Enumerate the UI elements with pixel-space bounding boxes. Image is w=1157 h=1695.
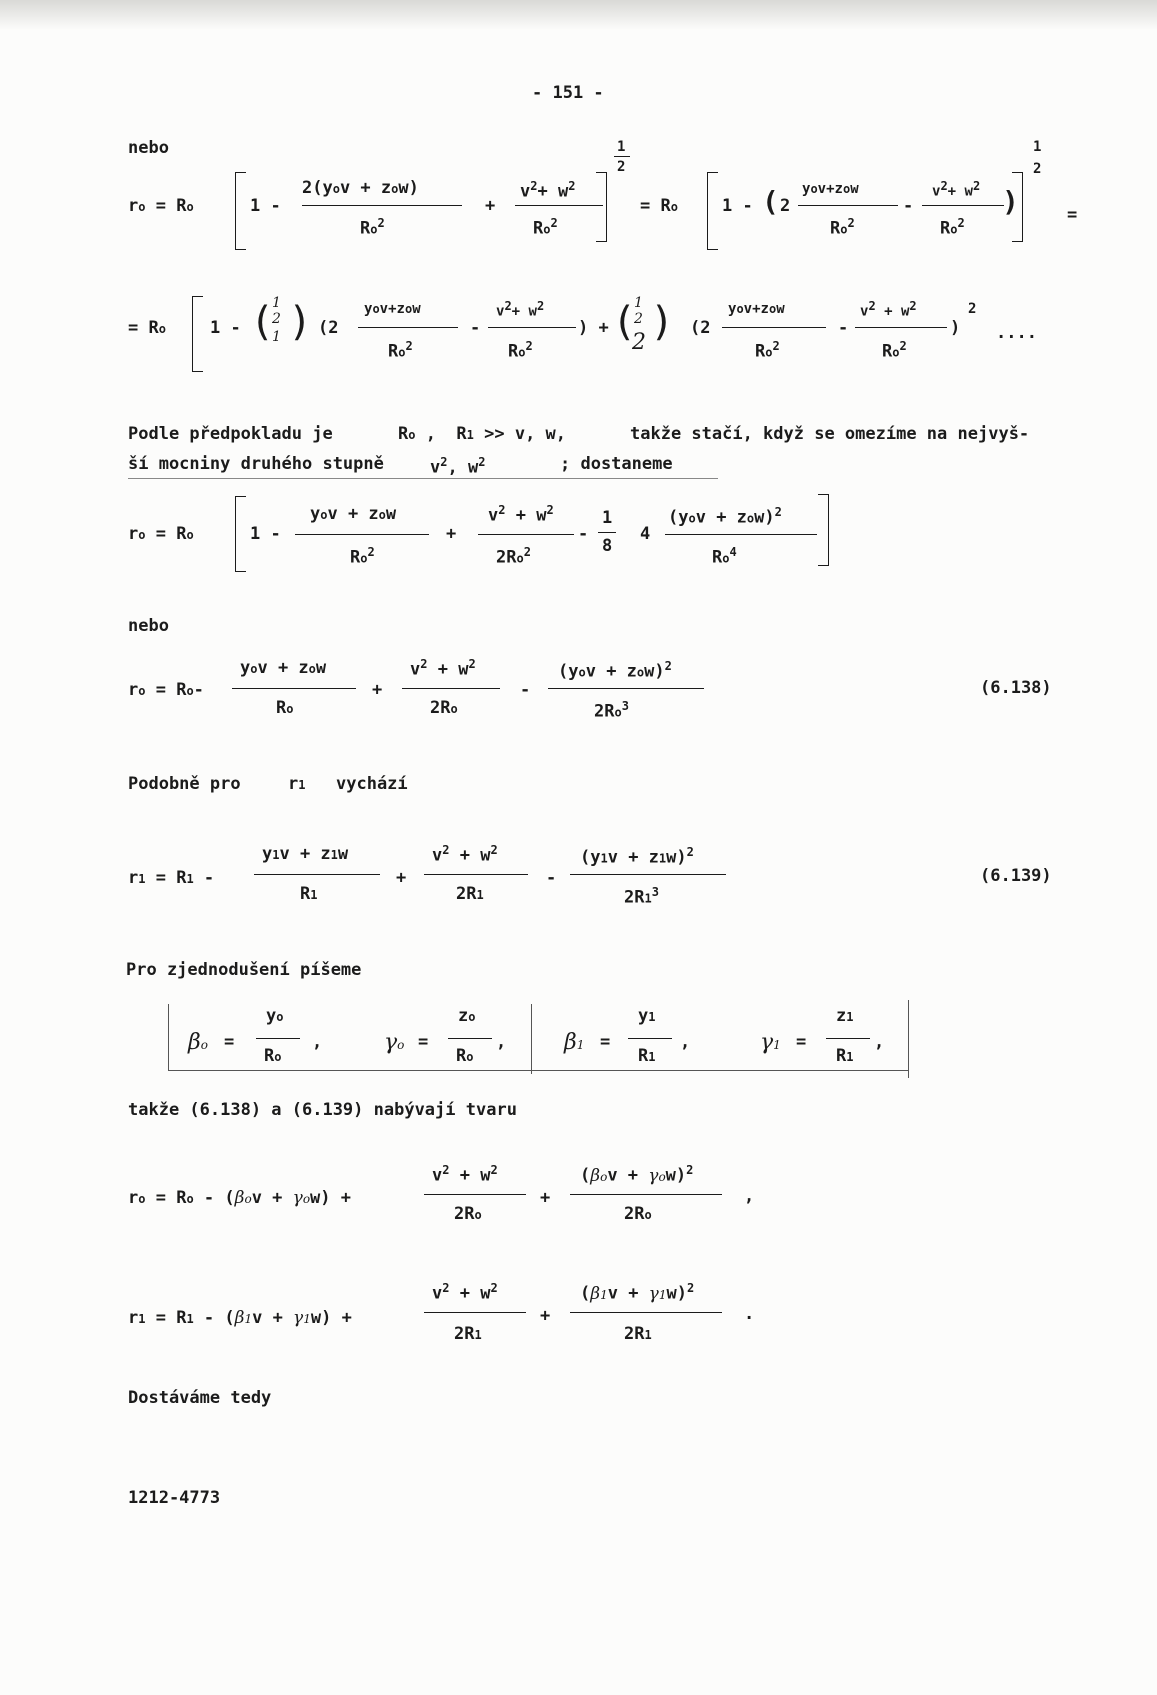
- scan-shadow: [0, 0, 1157, 30]
- takze-text: takže (6.138) a (6.139) nabývají tvaru: [128, 1100, 517, 1120]
- pro-zjednoduseni-text: Pro zjednodušení píšeme: [126, 960, 362, 980]
- dostavame-text: Dostáváme tedy: [128, 1388, 272, 1408]
- word-nebo-1: nebo: [128, 138, 169, 158]
- word-nebo-2: nebo: [128, 616, 169, 636]
- dostaneme-text: ; dostaneme: [560, 454, 673, 474]
- podle-text-end: takže stačí, když se omezíme na nejvyš-: [630, 424, 1030, 444]
- eq-label-6-139: (6.139): [980, 866, 1052, 886]
- eq-label-6-138: (6.138): [980, 678, 1052, 698]
- podle-text-2: ší mocniny druhého stupně: [128, 454, 384, 474]
- page-number: - 151 -: [532, 83, 604, 103]
- document-page: - 151 - nebo ro = Ro 1 - 2(yov + zow) $Ro^2$ + $v^2+ w^2$ Ro$^2$ 1 2 = Ro 1 - ( 2 yov+zow Ro$^2$ - $v^2+ w^2$ Ro$^2$ ) 1 2 = = Ro 1 - ( 1 2 1 ) (2 yov+zow Ro$^2$ - $v^2+ w^2$ Ro$^2$ ) + ( 1 2 2 ) (2 yov+zow Ro$^2$ - $v^2 + w^2$ Ro$^2$ ) 2 .... Podle předpokladu je Ro , R1 >> v, w, takže stačí, když se omezíme na nejvyš- ší mocniny druhého stupně $v^2$, $w^2$ ; dostaneme ro = Ro 1 - yov + zow $Ro^2$ + $v^2 + w^2$ 2Ro$^2$ - 1 8 4 (yov + zow)$^2$ Ro$^4$ nebo ro = Ro- yov + zow Ro + $v^2 + w^2$ 2Ro - (yov + zow)$^2$ 2Ro$^3$ (6.138) Podobně pro r1 vychází r1 = R1 - y1v + z1w R1 + $v^2 + w^2$ 2R1 - $(y1v + z1w)^2$ $2R1^3$ (6.139) Pro zjednodušení píšeme βo = yo Ro , γo = zo Ro , β1 = y1 R1 , γ1 = z1 R1 , takže (6.138) a (6.139) nabývají tvaru ro = Ro - (βov + γow) + $v^2 + w^2$ 2Ro + $(\beta ov + \gamma ow)^2$ 2Ro , r1 = R1 - (β1v + γ1w) + $v^2 + w^2$ 2R1 + $(\beta 1v + \gamma 1w)^2$ 2R1 . Dostáváme tedy 1212-4773: [0, 0, 1157, 1695]
- footer-code: 1212-4773: [128, 1488, 221, 1508]
- podle-text: Podle předpokladu je: [128, 424, 333, 444]
- vychazi-text: vychází: [336, 774, 408, 794]
- podobne-text: Podobně pro: [128, 774, 241, 794]
